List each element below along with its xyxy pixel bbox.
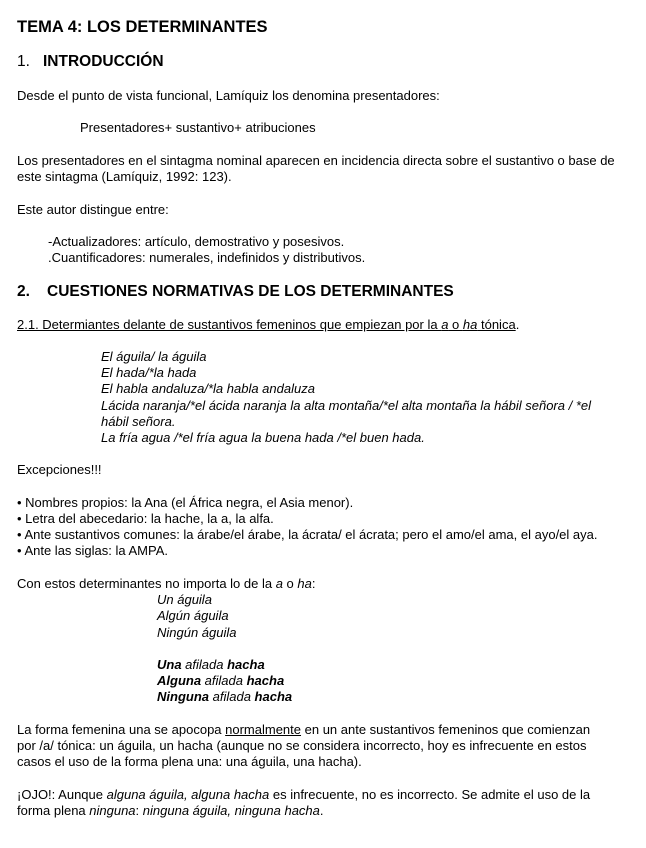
bold-example <box>157 689 292 705</box>
subsection-2-1-heading <box>17 317 519 333</box>
ojo-line2-pre: forma plena <box>17 803 90 818</box>
type-item: -Actualizadores: artículo, demostrativo y posesivos. <box>48 234 345 249</box>
exception-bullet: • Nombres propios: la Ana (el África negra, el Asia menor). <box>17 495 354 510</box>
example-line: El hada/*la hada <box>101 365 197 380</box>
apocopa-line-3: casos el uso de la forma plena una: una águila, una hacha). <box>17 754 362 769</box>
bold-example-noun: hacha <box>246 673 285 688</box>
example-line: El águila/ la águila <box>101 349 207 364</box>
section-2-title: CUESTIONES NORMATIVAS DE LOS DETERMINANTES <box>47 283 454 300</box>
apocopa-underlined: normalmente <box>225 722 302 737</box>
ojo-pre: ¡OJO!: Aunque <box>17 787 107 802</box>
bold-example-noun: hacha <box>227 657 265 672</box>
con-estos-line <box>17 576 316 592</box>
ojo-ital-2: ninguna <box>89 803 136 818</box>
example-line: hábil señora. <box>101 414 176 429</box>
sub21-suffix: tónica <box>477 317 516 332</box>
presentadores-paragraph: Los presentadores en el sintagma nominal aparecen en incidencia directa sobre el sustantivo o base de este sintagma (Lamíquiz, 1992: 123). <box>17 153 615 184</box>
con-estos-prefix: Con estos determinantes no importa lo de la <box>17 576 276 591</box>
section-1-number: 1. <box>17 53 30 70</box>
section-1-heading <box>17 52 164 72</box>
distingue-line: Este autor distingue entre: <box>17 202 169 217</box>
example-line: El habla andaluza/*la habla andaluza <box>101 381 315 396</box>
bold-example <box>157 657 265 673</box>
excepciones-label: Excepciones!!! <box>17 462 102 477</box>
con-estos-end: : <box>311 576 316 591</box>
ojo-line-2 <box>17 803 324 819</box>
sub21-a: a <box>441 317 449 332</box>
ojo-end: . <box>319 803 324 818</box>
apocopa-line-1 <box>17 722 590 738</box>
ojo-ital-1: alguna águila, alguna hacha <box>106 787 270 802</box>
bold-example-noun: hacha <box>254 689 293 704</box>
apocopa-pre: La forma femenina una se apocopa <box>17 722 226 737</box>
apocopa-line-2: por /a/ tónica: un águila, un hacha (aunque no se considera incorrecto, hoy es infrecuente en estos <box>17 738 587 753</box>
section-2-number: 2. <box>17 283 30 300</box>
example-line: La fría agua /*el fría agua la buena hada /*el buen hada. <box>101 430 425 445</box>
bold-example <box>157 673 284 689</box>
exception-bullet: • Letra del abecedario: la hache, la a, la alfa. <box>17 511 274 526</box>
intro-line: Desde el punto de vista funcional, Lamíquiz los denomina presentadores: <box>17 88 440 103</box>
type-item: .Cuantificadores: numerales, indefinidos y distributivos. <box>48 250 366 265</box>
section-1-title: INTRODUCCIÓN <box>43 53 164 70</box>
ojo-mid: es infrecuente, no es incorrecto. Se admite el uso de la <box>269 787 591 802</box>
example-line: Lácida naranja/*el ácida naranja la alta montaña/*el alta montaña la hábil señora / *el <box>101 398 591 413</box>
bold-example-det: Una <box>157 657 182 672</box>
bold-example-adj: afilada <box>209 689 255 704</box>
sub21-o: o <box>448 317 463 332</box>
indef-example: Ningún águila <box>157 625 237 640</box>
apocopa-post: en un ante sustantivos femeninos que comienzan <box>301 722 591 737</box>
indef-example: Un águila <box>157 592 212 607</box>
sub21-end: . <box>515 317 520 332</box>
page-title: TEMA 4: LOS DETERMINANTES <box>17 18 268 36</box>
con-estos-o: o <box>282 576 298 591</box>
formula: Presentadores+ sustantivo+ atribuciones <box>80 120 316 135</box>
ojo-ital-3: ninguna águila, ninguna hacha <box>142 803 320 818</box>
con-estos-a: a <box>275 576 283 591</box>
bold-example-det: Alguna <box>157 673 202 688</box>
section-2-heading <box>17 282 454 302</box>
bold-example-adj: afilada <box>201 673 247 688</box>
ojo-line-1 <box>17 787 590 803</box>
exception-bullet: • Ante sustantivos comunes: la árabe/el árabe, la ácrata/ el ácrata; pero el amo/el ama, el ayo/el aya. <box>17 527 598 542</box>
exception-bullet: • Ante las siglas: la AMPA. <box>17 543 168 558</box>
bold-example-det: Ninguna <box>157 689 209 704</box>
bold-example-adj: afilada <box>181 657 228 672</box>
sub21-ha: ha <box>462 317 478 332</box>
indef-example: Algún águila <box>157 608 229 623</box>
ojo-line2-mid: : <box>135 803 143 818</box>
con-estos-ha: ha <box>297 576 312 591</box>
sub21-prefix: 2.1. Determiantes delante de sustantivos femeninos que empiezan por la <box>17 317 442 332</box>
